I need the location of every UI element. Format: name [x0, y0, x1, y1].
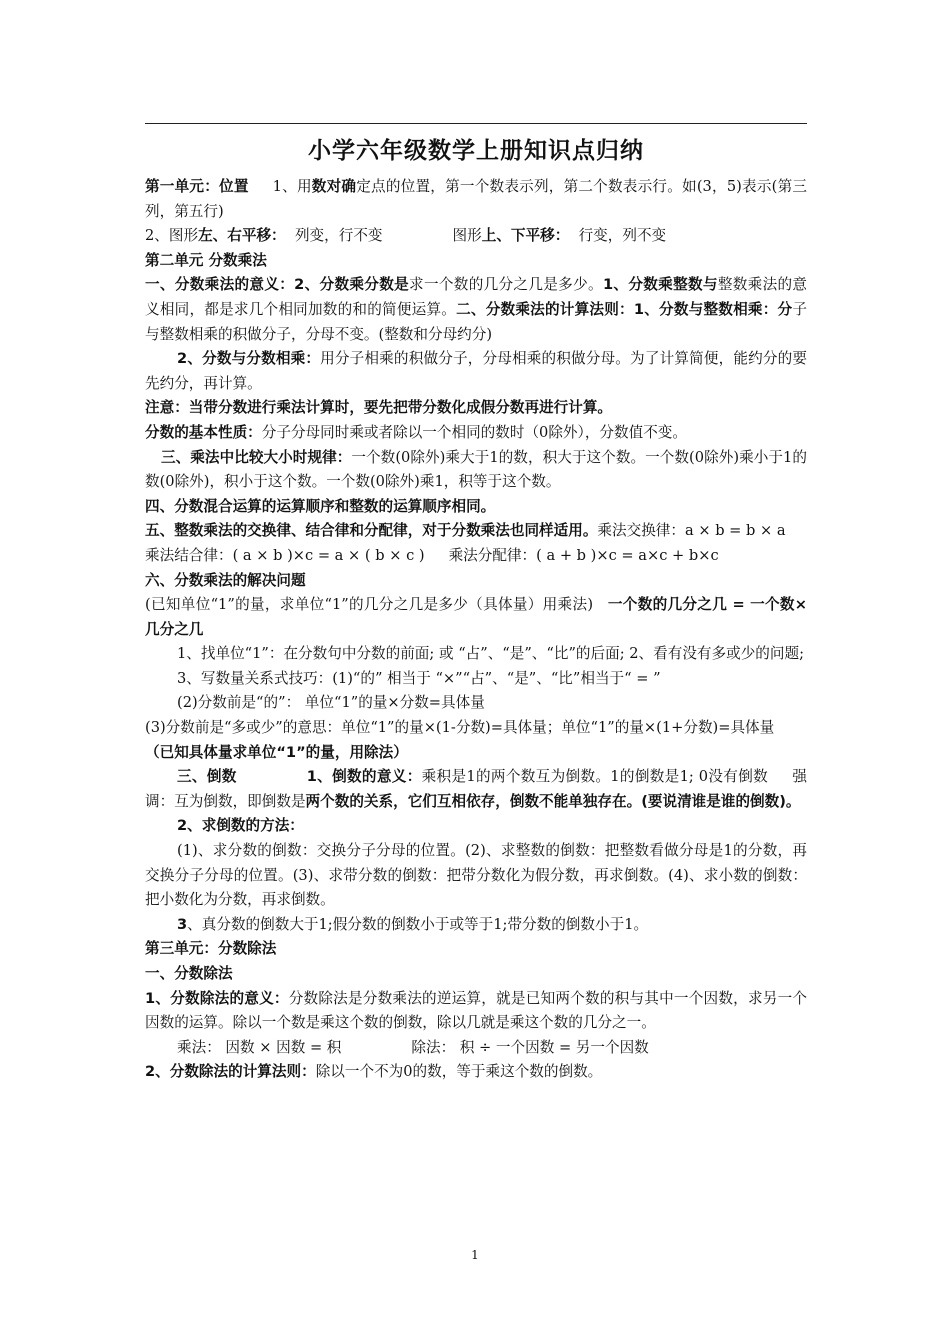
division-meaning: [145, 987, 807, 1036]
mixed-operation-line: 四、分数混合运算的运算顺序和整数的运算顺序相同。: [145, 497, 496, 515]
distributive-law: 乘法分配律：( a + b )×c = a×c + b×c: [448, 546, 719, 564]
basic-property-line: [145, 421, 807, 446]
text-run-bold: 两个数的关系，它们互相依存，倒数不能单独存在。(要说清谁是谁的倒数)。: [305, 792, 801, 810]
text-run: 乘法交换律：a × b = b × a: [597, 522, 786, 540]
rule-3-line: [145, 913, 807, 938]
text-run: 1、用: [272, 178, 312, 195]
unit3-heading: 第三单元：分数除法: [145, 940, 277, 958]
note-line: 注意：当带分数进行乘法计算时，要先把带分数化成假分数再进行计算。: [145, 399, 613, 417]
text-run: (已知单位“1”的量，求单位“1”的几分之几是多少（具体量）用乘法): [145, 596, 594, 614]
unit2-paragraph-1: [145, 273, 807, 347]
text-run-bold: 三、乘法中比较大小时规律：: [161, 448, 352, 466]
multiplication-equation: 乘法： 因数 × 因数 = 积: [177, 1038, 342, 1056]
text-run-bold: 2、分数除法的计算法则：: [145, 1063, 316, 1081]
text-run: 、真分数的倒数大于1;假分数的倒数小于或等于1;带分数的倒数小于1。: [187, 915, 649, 933]
text-run: 分数除法是分数乘法的逆运算，就是已知两个数的积与其中一个因数，求另一个因数的运算。除以一个数是乘这个数的倒数，除以几就是乘这个数的几分之一。: [145, 989, 808, 1032]
text-run-bold: 3: [177, 915, 188, 933]
equations-line: [145, 1036, 807, 1061]
step-3-2: (2)分数前是“的”： 单位“1”的量×分数=具体量: [177, 694, 485, 712]
text-run-bold: 左、右平移：: [198, 227, 286, 245]
text-run: 用分子相乘的积做分子，分母相乘的积做分母。为了计算简便，能约分的要先约分，再计算。: [145, 350, 807, 392]
text-run: 强调：互为倒数，即倒数是: [145, 768, 807, 810]
text-run-bold: 三、倒数: [177, 768, 237, 786]
text-run: 列变，行不变: [294, 227, 383, 245]
page-title: 小学六年级数学上册知识点归纳: [308, 138, 644, 164]
solve-paragraph: [145, 593, 807, 642]
step-3-3: (3)分数前是“多或少”的意思：单位“1”的量×(1-分数)=具体量；单位“1”的量×(1+分数)=具体量: [145, 719, 775, 737]
method-paragraph: (1)、求分数的倒数：交换分子分母的位置。(2)、求整数的倒数：把整数看做分母是1的分数，再交换分子分母的位置。(3)、求带分数的倒数：把带分数化为假分数，再求倒数。(4)、求小数的倒数：把小数化为分数，再求倒数。: [145, 842, 807, 909]
page-number: 1: [471, 1248, 479, 1262]
compare-paragraph: [145, 446, 807, 495]
unit1-heading: 第一单元：位置: [145, 178, 249, 195]
solve-heading: 六、分数乘法的解决问题: [145, 571, 306, 589]
header-rule: [145, 123, 807, 124]
associative-law: 乘法结合律：( a × b )×c = a × ( b × c ): [145, 546, 425, 564]
unit1-paragraph: [145, 175, 807, 224]
unit3-subheading: 一、分数除法: [145, 965, 233, 982]
text-run: 整数乘法的意义相同，都是求几个相同加数的和的简便运算。: [145, 276, 807, 318]
text-run: 乘积是1的两个数互为倒数。1的倒数是1; 0没有倒数: [421, 768, 769, 786]
document-body: [145, 175, 807, 1085]
text-run-bold: 1、分数乘整数与: [602, 276, 718, 294]
text-run: 图形: [452, 227, 482, 245]
method-heading: 2、求倒数的方法：: [177, 817, 304, 835]
text-run-bold: 上、下平移：: [481, 227, 570, 245]
step-1: 1、找单位“1”：在分数句中分数的前面; 或 “占”、“是”、“比”的后面; 2、看有没有多或少的问题;: [177, 645, 804, 663]
division-equation: 除法： 积 ÷ 一个因数 = 另一个因数: [411, 1038, 649, 1056]
text-run: 子与整数相乘的积做分子，分母不变。(整数和分母约分): [145, 300, 807, 343]
text-run: 2、图形: [145, 227, 199, 245]
text-run-bold: 1、分数除法的意义：: [145, 989, 289, 1007]
text-run-bold: 1、倒数的意义：: [306, 768, 422, 786]
text-run-bold: 2、分数与分数相乘：: [177, 350, 321, 368]
division-rule: [145, 1060, 807, 1085]
text-run: 定点的位置，第一个数表示列，第二个数表示行。如(3，5)表示(第三列，第五行): [145, 178, 807, 220]
text-run-bold: 一、分数乘法的意义：2、分数乘分数是: [145, 276, 410, 294]
reciprocal-paragraph: [145, 765, 807, 814]
text-run: 行变，列不变: [578, 227, 667, 245]
division-note: （已知具体量求单位“1”的量，用除法）: [145, 743, 408, 761]
text-run: 求一个数的几分之几是多少。: [409, 276, 603, 294]
text-run: 除以一个不为0的数，等于乘这个数的倒数。: [315, 1063, 603, 1081]
text-run: 分子分母同时乘或者除以一个相同的数时（0除外），分数值不变。: [261, 423, 687, 441]
text-run: 一个数(0除外)乘大于1的数，积大于这个数。一个数(0除外)乘小于1的数(0除外)，积小于这个数。一个数(0除外)乘1，积等于这个数。: [145, 448, 807, 491]
text-run-bold: 五、整数乘法的交换律、结合律和分配律，对于分数乘法也同样适用。: [145, 522, 598, 540]
unit2-heading: 第二单元 分数乘法: [145, 251, 267, 269]
unit2-paragraph-2: [145, 347, 807, 396]
text-run-bold: 二、分数乘法的计算法则：1、分数与整数相乘：分: [456, 300, 793, 318]
laws-line-2: [145, 544, 807, 569]
step-3: 3、写数量关系式技巧：(1)“的” 相当于 “×”“占”、“是”、“比”相当于“ = ”: [177, 669, 661, 687]
text-run-bold: 一个数的几分之几 = 一个数×几分之几: [145, 596, 808, 638]
text-run-bold: 分数的基本性质：: [145, 423, 262, 441]
translation-line: [145, 224, 807, 249]
text-run-bold: 数对确: [311, 178, 357, 195]
laws-paragraph: [145, 519, 807, 544]
